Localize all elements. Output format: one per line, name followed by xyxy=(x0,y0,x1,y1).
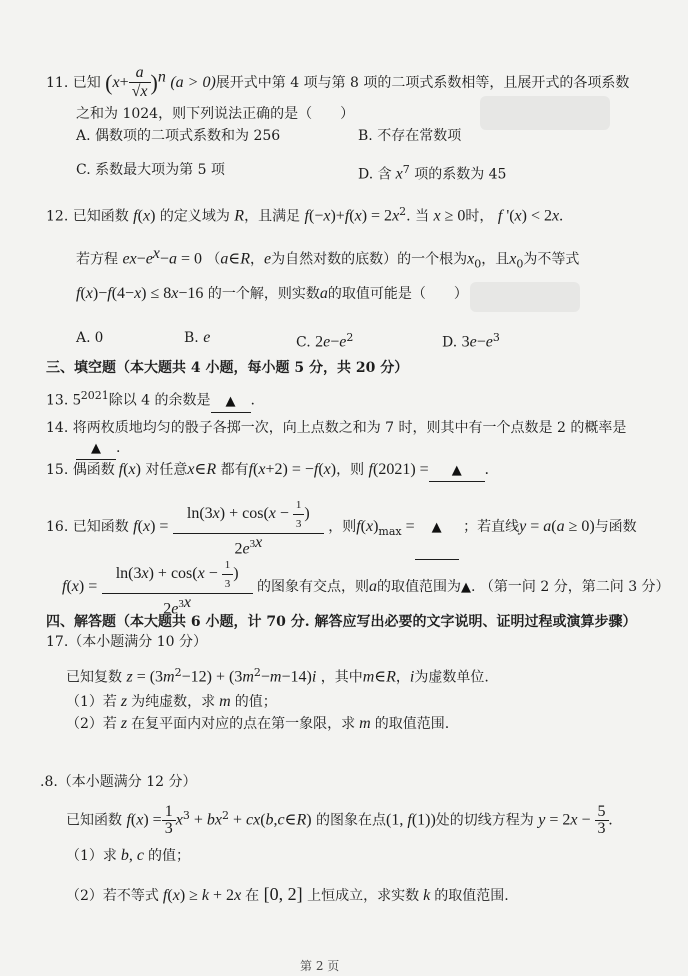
q12-option-d: D. $3e-e^3$ xyxy=(442,331,500,351)
q14-line2: ▲ . xyxy=(76,438,120,460)
section-3-title: 三、填空题（本大题共 4 小题，每小题 5 分，共 20 分） xyxy=(46,360,409,376)
q16-fraction-1: ln(3x) + cos(x − $\frac{1}{3}$ ) $2e^{3x}$ xyxy=(173,496,324,558)
q16-line2: f(x) = ln(3x) + cos(x − $\frac{1}{3}$ ) $2e^{3x}$ 的图象有交点，则a的取值范围为▲. （第一问 2 分，第二问 3 分） xyxy=(62,556,670,618)
q16-line1: 16. 已知函数 f(x) = ln(3x) + cos(x − $\frac{1}{3}$ ) $2e^{3x}$ ，则$f(x)_{max}$ = ▲ ；若直线y = a(a ≥ 0)与函数 xyxy=(46,496,637,558)
q11-option-d: D. 含 $x^7$ 项的系数为 45 xyxy=(358,163,507,183)
q12-option-b: B. e xyxy=(184,329,211,346)
q11-option-c: C. 系数最大项为第 5 项 xyxy=(76,162,225,178)
q12-option-a: A. 0 xyxy=(76,329,104,346)
q11-line1: 11. 已知 (x+ $\frac{a}{√x}$ )$^n$ (a > 0)展开式中第 4 项与第 8 项的二项式系数相等，且展开式的各项系数 xyxy=(46,64,630,100)
q11-fraction: $\frac{a}{√x}$ xyxy=(129,64,151,102)
section-4-title: 四、解答题（本大题共 6 小题，计 70 分. 解答应写出必要的文字说明、证明过程或演算步骤） xyxy=(46,614,637,630)
q17-line1: 已知复数 $z = (3m^2-12) + (3m^2-m-14)i$ ，其中m∈R，i为虚数单位. xyxy=(66,666,489,686)
q18-sub1: （1）求 b, c 的值； xyxy=(66,847,191,864)
q16-fraction-2: ln(3x) + cos(x − $\frac{1}{3}$ ) $2e^{3x}$ xyxy=(102,556,253,618)
q18-sub2: （2）若不等式 f(x) ≥ k + 2x 在 [0, 2] 上恒成立，求实数 k 的取值范围. xyxy=(66,884,509,904)
q11-option-b: B. 不存在常数项 xyxy=(358,128,462,144)
q18-line1: 已知函数 f(x) = $\frac{1}{3}$ $x^3 + bx^2$ + cx(b,c∈R) 的图象在点(1, f(1))处的切线方程为 y = 2x − $\frac{5}{3}$ . xyxy=(66,803,613,838)
page-footer: 第 2 页 xyxy=(300,959,340,973)
q13: 13. $5^{2021}$除以 4 的余数是 ▲ . xyxy=(46,386,255,413)
q15: 15. 偶函数 f(x) 对任意x∈R 都有f(x+2) = −f(x)，则 f(2021) = ▲ . xyxy=(46,460,489,482)
q17-sub1: （1）若 z 为纯虚数，求 m 的值； xyxy=(66,693,277,710)
q17-header: 17.（本小题满分 10 分） xyxy=(46,634,207,650)
q18-header: .8.（本小题满分 12 分） xyxy=(40,774,197,790)
q12-option-c: C. $2e-e^2$ xyxy=(296,331,354,351)
q12-line1: 12. 已知函数 f(x) 的定义域为 R，且满足 $f(-x)+f(x) = 2x^2$. 当 x ≥ 0时， f '(x) < 2x. xyxy=(46,205,564,225)
q11-line2: 之和为 1024，则下列说法正确的是（ ） xyxy=(76,106,355,122)
q12-line2: 若方程 $ex-e^x-a = 0$ （a∈R，e为自然对数的底数）的一个根为$x_0$，且$x_0$为不等式 xyxy=(76,245,580,271)
q17-sub2: （2）若 z 在复平面内对应的点在第一象限，求 m 的取值范围. xyxy=(66,715,450,732)
scan-smudge xyxy=(470,282,580,312)
q14-line1: 14. 将两枚质地均匀的骰子各掷一次，向上点数之和为 7 时，则其中有一个点数是 2 的概率是 xyxy=(46,420,627,436)
q12-line3: f(x)−f(4−x) ≤ 8x−16 的一个解，则实数a的取值可能是（ ） xyxy=(76,285,468,302)
q11-option-a: A. 偶数项的二项式系数和为 256 xyxy=(76,128,281,144)
